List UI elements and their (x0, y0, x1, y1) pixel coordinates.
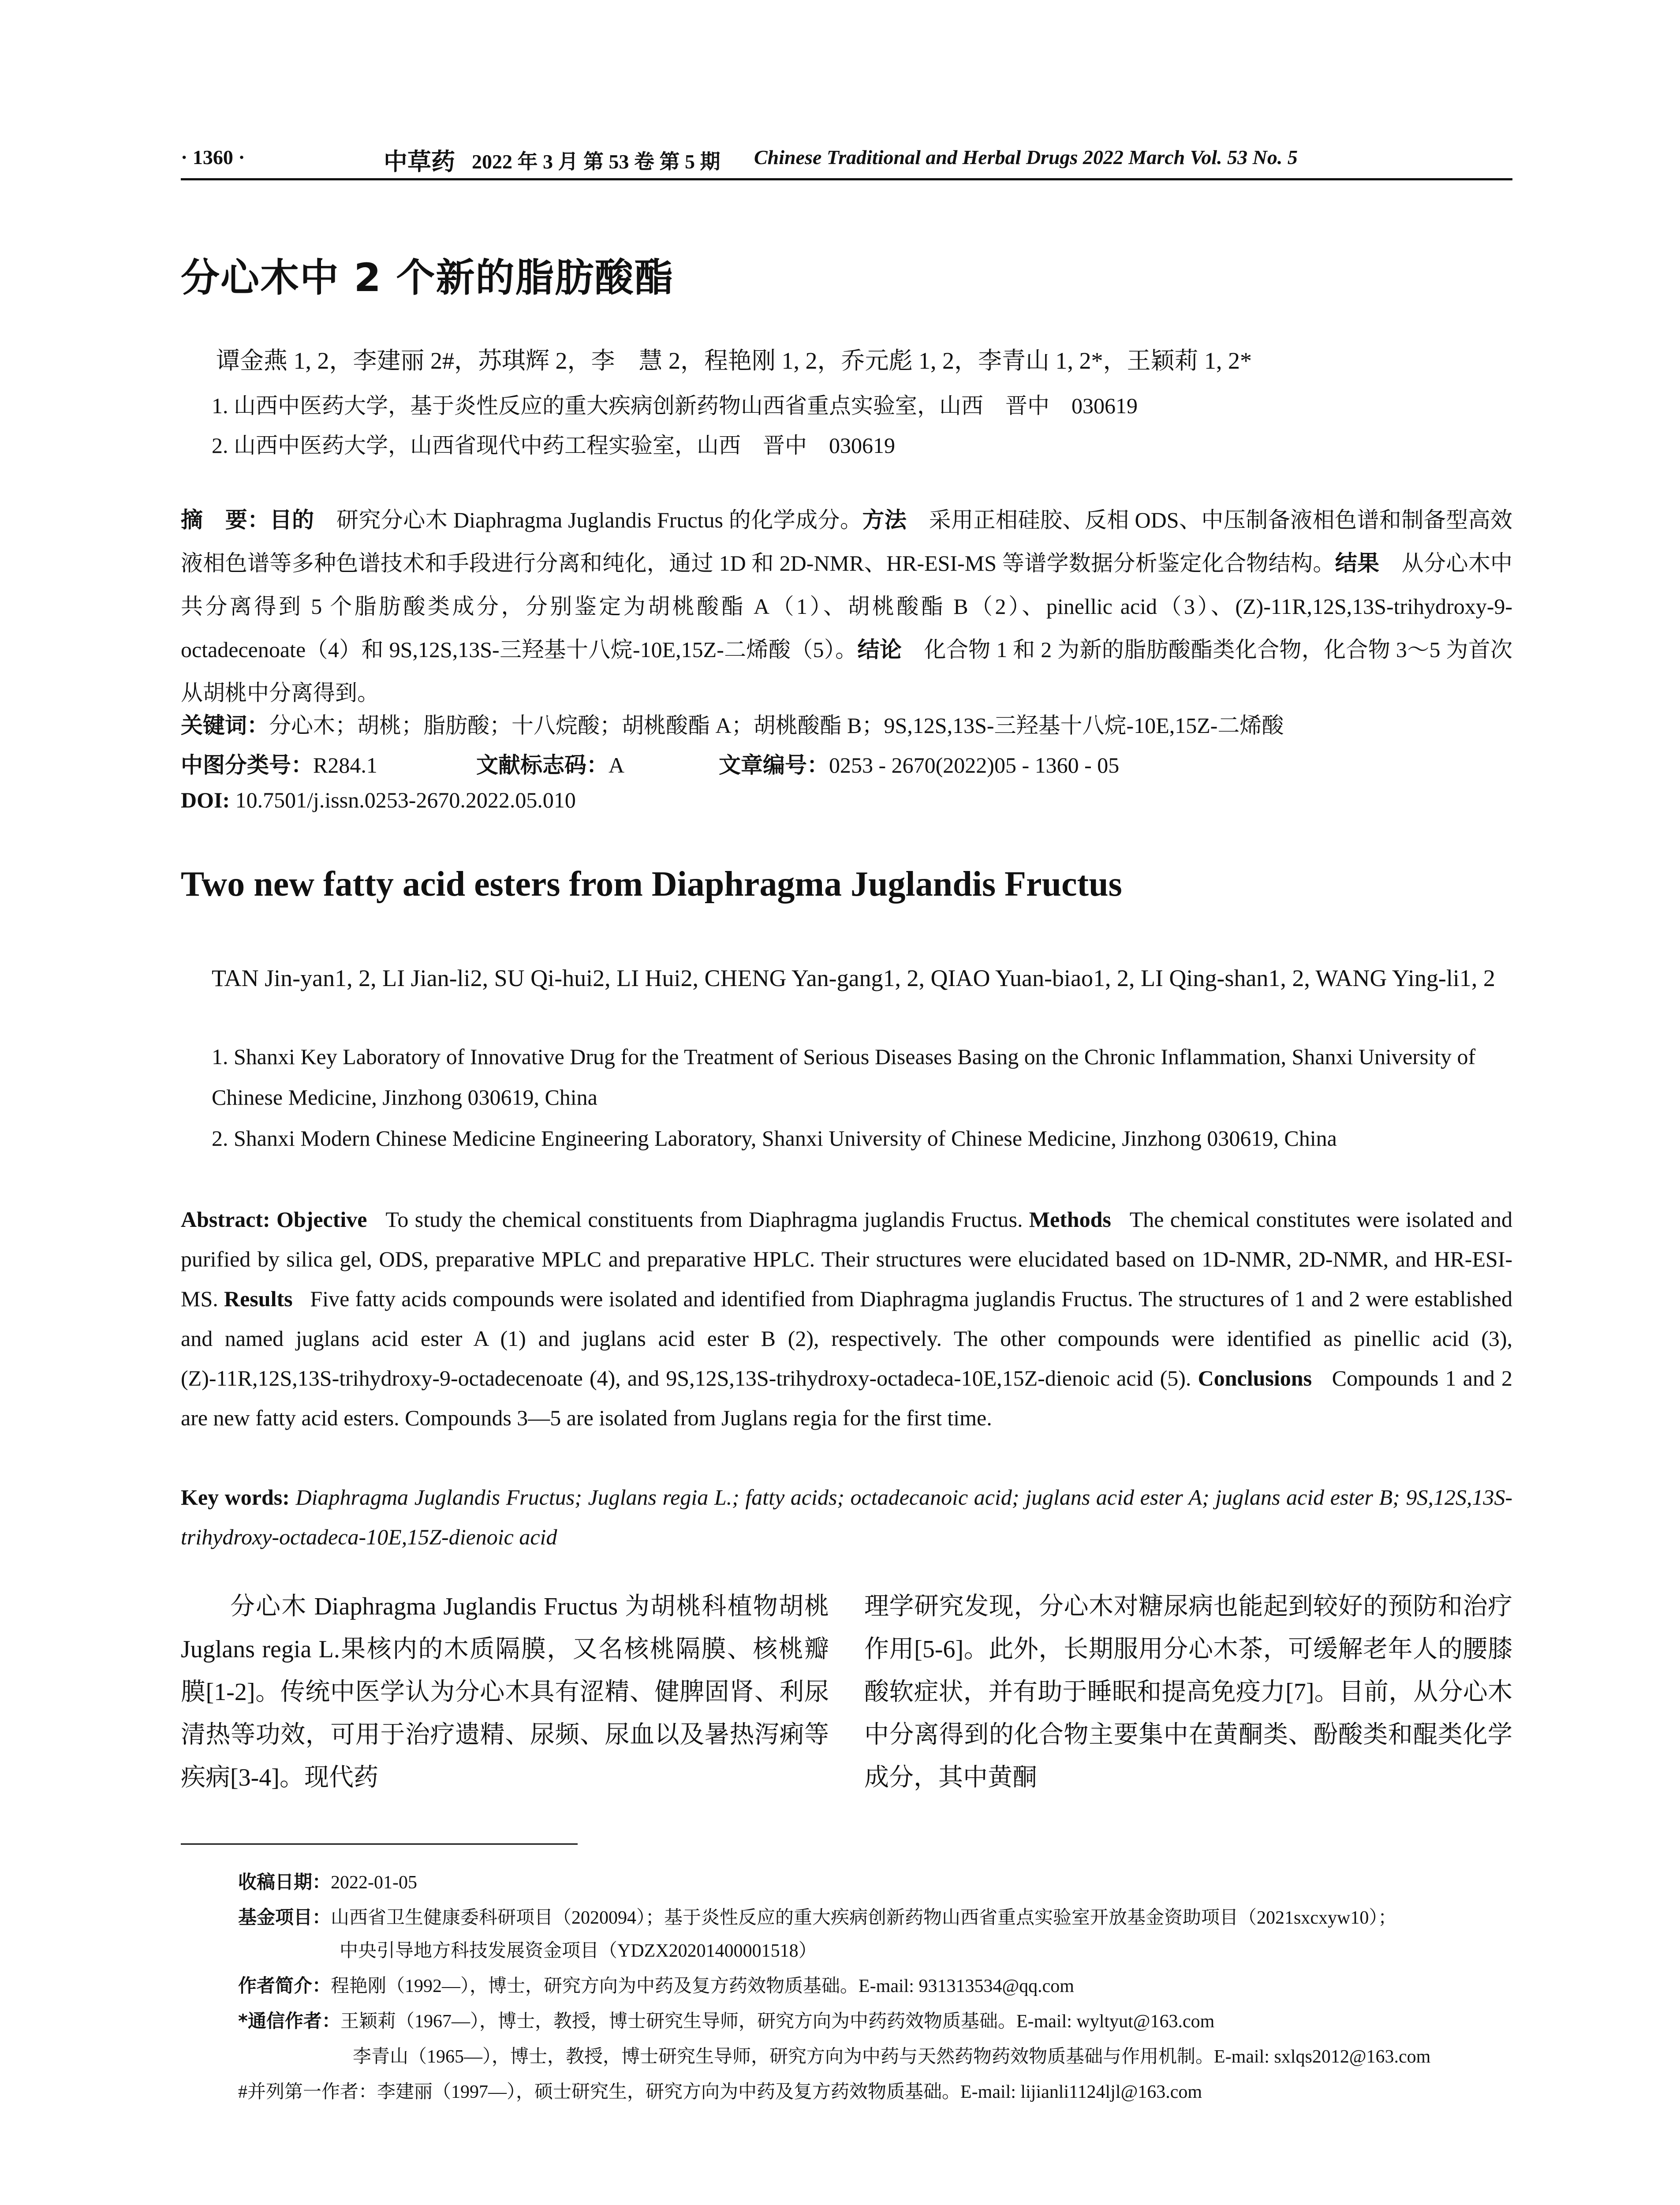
conclusions-label-en: Conclusions (1198, 1366, 1312, 1390)
received-label: 收稿日期： (238, 1871, 331, 1893)
article-value: 0253 - 2670(2022)05 - 1360 - 05 (829, 753, 1120, 777)
article-number (719, 747, 1119, 779)
affiliation-en-2: 2. Shanxi Modern Chinese Medicine Engineering Laboratory, Shanxi University of Chinese Medicine, Jinzhong 030619, China (212, 1126, 1337, 1151)
title-en: Two new fatty acid esters from Diaphragma Juglandis Fructus (181, 865, 1122, 904)
footnote-fund-cont: 中央引导地方科技发展资金项目（YDZX20201400001518） (340, 1941, 817, 1961)
conclusions-en: Compounds 1 and 2 are new fatty acid esters. Compounds 3—5 are isolated from Juglans regia for the first time. (181, 1366, 1513, 1430)
affiliation-en-1: 1. Shanxi Key Laboratory of Innovative Drug for the Treatment of Serious Diseases Basing on the Chronic Inflammation, Shanxi University of Chinese Medicine, Jinzhong 030619, China (212, 1044, 1476, 1110)
classification-line (181, 747, 377, 779)
objective-label-en: Objective (276, 1207, 367, 1232)
results-en: Five fatty acids compounds were isolated and identified from Diaphragma juglandis Fructus. The structures of 1 and 2 were established and named juglans acid ester A (1) and juglans acid ester B (2), respectively. The other compounds were identified as pinellic acid (3), (Z)-11R,12S,13S-trihydroxy-9-octadecenoate (4), and 9S,12S,13S-trihydroxy-octadeca-10E,15Z-dienoic acid (5). (181, 1286, 1513, 1390)
footnote-received (238, 1868, 1512, 1894)
results-cn: 从分心木中共分离得到 5 个脂肪酸类成分，分别鉴定为胡桃酸酯 A（1）、胡桃酸酯 B（2）、pinellic acid（3）、(Z)-11R,12S,13S-trihydroxy-9-octadecenoate（4）和 9S,12S,13S-三羟基十八烷-10E,15Z-二烯酸（5）。 (181, 551, 1513, 662)
methods-en: The chemical constitutes were isolated and purified by silica gel, ODS, preparative MPLC and preparative HPLC. Their structures were elucidated based on 1D-NMR, 2D-NMR, and HR-ESI-MS. (181, 1207, 1513, 1311)
footnote-corresponding-2: 李青山（1965—），博士，教授，博士研究生导师，研究方向为中药与天然药物药效物质基础与作用机制。E-mail: sxlqs2012@163.com (353, 2047, 1431, 2067)
received-date: 2022-01-05 (331, 1872, 417, 1893)
doi-line (181, 787, 576, 813)
objective-cn: 研究分心木 Diaphragma Juglandis Fructus 的化学成分。 (336, 508, 862, 532)
author-text: 程艳刚（1992—），博士，研究方向为中药及复方药效物质基础。E-mail: 931313534@qq.com (331, 1976, 1074, 1996)
conclusion-label-cn: 结论 (857, 637, 902, 662)
article-label: 文章编号： (719, 752, 829, 778)
methods-cn: 采用正相硅胶、反相 ODS、中压制备液相色谱和制备型高效液相色谱等多种色谱技术和手段进行分离和纯化，通过 1D 和 2D-NMR、HR-ESI-MS 等谱学数据分析鉴定化合物结构。 (181, 508, 1513, 576)
journal-name-cn: 中草药 (384, 147, 455, 176)
footnote-cofirst: #并列第一作者：李建丽（1997—），硕士研究生，研究方向为中药及复方药效物质基础。E-mail: lijianli1124ljl@163.com (238, 2082, 1202, 2102)
title-cn: 分心木中 2 个新的脂肪酸酯 (181, 255, 674, 300)
keywords-en-text: Diaphragma Juglandis Fructus; Juglans regia L.; fatty acids; octadecanoic acid; juglans acid ester A; juglans acid ester B; 9S,12S,13S- trihydroxy-octadeca-10E,15Z-dienoic acid (181, 1485, 1512, 1549)
abstract-en (181, 1200, 1512, 1438)
author-label: 作者简介： (238, 1975, 331, 1996)
doc-value: A (609, 753, 625, 777)
keywords-en-label: Key words: (181, 1485, 290, 1510)
footnote-fund (238, 1903, 1512, 1929)
keywords-cn-text: 分心木；胡桃；脂肪酸；十八烷酸；胡桃酸酯 A；胡桃酸酯 B；9S,12S,13S-三羟基十八烷-10E,15Z-二烯酸 (269, 713, 1284, 738)
abstract-en-label: Abstract: (181, 1207, 270, 1232)
doi-value: 10.7501/j.issn.0253-2670.2022.05.010 (235, 788, 576, 812)
clc-label: 中图分类号： (181, 752, 313, 778)
corr-label: *通信作者： (238, 2010, 340, 2032)
body-column-left: 分心木 Diaphragma Juglandis Fructus 为胡桃科植物胡桃 Juglans regia L.果核内的木质隔膜，又名核桃隔膜、核桃瓣膜[1-2]。传统中医学认为分心木具有涩精、健脾固肾、利尿清热等功效，可用于治疗遗精、尿频、尿血以及暑热泻痢等疾病[3-4]。现代药 (181, 1593, 829, 1791)
authors-en: TAN Jin-yan1, 2, LI Jian-li2, SU Qi-hui2, LI Hui2, CHENG Yan-gang1, 2, QIAO Yuan-biao1, 2, LI Qing-shan1, 2, WANG Ying-li1, 2 (212, 965, 1495, 991)
corr-text-1: 王颖莉（1967—），博士，教授，博士研究生导师，研究方向为中药药效物质基础。E-mail: wyltyut@163.com (340, 2011, 1215, 2032)
clc-value: R284.1 (313, 753, 377, 777)
running-header (181, 146, 1512, 181)
doc-label: 文献标志码： (476, 752, 609, 778)
results-label-cn: 结果 (1335, 550, 1380, 576)
page-number: · 1360 · (181, 146, 245, 168)
authors-cn: 谭金燕 1, 2，李建丽 2#，苏琪辉 2，李 慧 2，程艳刚 1, 2，乔元彪 1, 2，李青山 1, 2*，王颖莉 1, 2* (216, 348, 1252, 374)
body-column-right: 理学研究发现，分心木对糖尿病也能起到较好的预防和治疗作用[5-6]。此外，长期服用分心木茶，可缓解老年人的腰膝酸软症状，并有助于睡眠和提高免疫力[7]。目前，从分心木中分离得到的化合物主要集中在黄酮类、酚酸类和醌类化学成分，其中黄酮 (864, 1593, 1512, 1791)
keywords-cn-label: 关键词： (181, 713, 269, 738)
abstract-cn (181, 498, 1512, 714)
journal-name-en: Chinese Traditional and Herbal Drugs 2022 March Vol. 53 No. 5 (754, 146, 1298, 168)
objective-en: To study the chemical constituents from Diaphragma juglandis Fructus. (385, 1207, 1023, 1232)
issue-cn: 2022 年 3 月 第 53 卷 第 5 期 (472, 150, 721, 173)
fund-label: 基金项目： (238, 1906, 331, 1928)
keywords-cn (181, 708, 1512, 740)
header-rule (181, 178, 1512, 180)
doi-label: DOI: (181, 788, 230, 812)
results-label-en: Results (224, 1286, 293, 1311)
affiliation-cn-2: 2. 山西中医药大学，山西省现代中药工程实验室，山西 晋中 030619 (212, 433, 895, 458)
fund-text: 山西省卫生健康委科研项目（2020094）；基于炎性反应的重大疾病创新药物山西省重点实验室开放基金资助项目（2021sxcxyw10）； (331, 1908, 1397, 1928)
footnote-rule (181, 1843, 578, 1845)
objective-label-cn: 目的 (269, 507, 314, 533)
doc-code (476, 747, 624, 779)
methods-label-cn: 方法 (862, 507, 907, 533)
footnote-corresponding (238, 2007, 1512, 2033)
abstract-cn-label: 摘 要： (181, 507, 270, 533)
methods-label-en: Methods (1029, 1207, 1111, 1232)
conclusion-cn: 化合物 1 和 2 为新的脂肪酸酯类化合物，化合物 3～5 为首次从胡桃中分离得到。 (181, 637, 1513, 705)
affiliation-cn-1: 1. 山西中医药大学，基于炎性反应的重大疾病创新药物山西省重点实验室，山西 晋中 030619 (212, 393, 1138, 418)
footnote-author (238, 1971, 1512, 1998)
keywords-en (181, 1477, 1512, 1557)
